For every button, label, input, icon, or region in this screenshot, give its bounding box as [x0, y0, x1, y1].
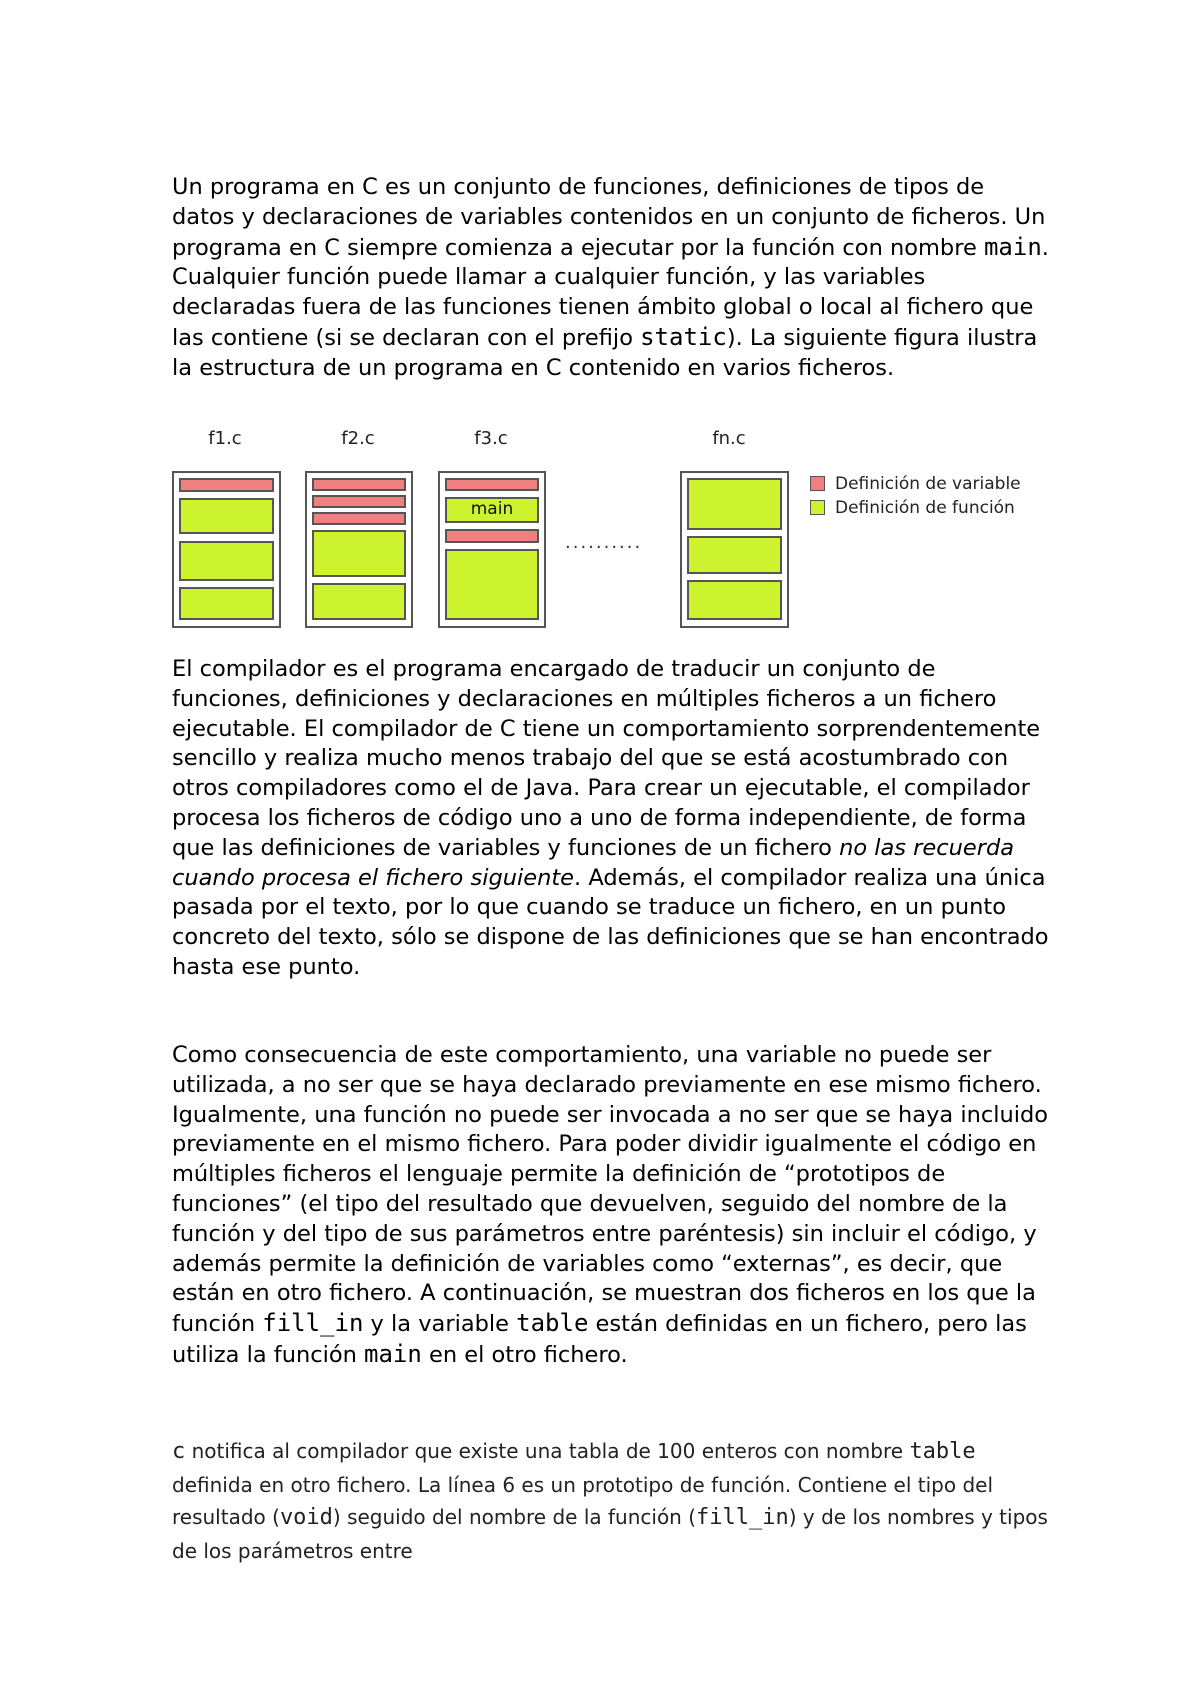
code-table: table [909, 1439, 976, 1464]
function-definition-block [179, 498, 274, 534]
file-box-f1 [172, 471, 281, 628]
variable-definition-block [179, 478, 274, 492]
text-run: definida en otro fichero. La línea 6 es un prototipo de función. Contiene el tipo del resultado ( [172, 1472, 994, 1529]
main-function-block: main [445, 497, 539, 523]
file-box-f3 [438, 471, 546, 628]
variable-definition-block [312, 495, 406, 508]
function-definition-block [687, 536, 782, 574]
code-fragment: c [172, 1439, 186, 1464]
code-table: table [516, 1309, 589, 1338]
code-main: main [983, 232, 1042, 261]
file-label-f1: f1.c [208, 428, 242, 449]
code-main: main [364, 1339, 422, 1368]
legend-swatch-variable [810, 476, 825, 491]
text-run: en el otro fichero. [421, 1341, 628, 1368]
file-box-fn [680, 471, 789, 628]
paragraph-consequence [172, 1041, 1052, 1371]
function-definition-block [687, 580, 782, 620]
legend-function [810, 498, 1015, 518]
text-run: ). La siguiente figura ilustra la estructura de un programa en C contenido en varios ficheros. [172, 324, 1038, 381]
text-run: Como consecuencia de este comportamiento, una variable no puede ser utilizada, a no ser que se haya declarado previamente en ese mismo fichero. Igualmente, una función no puede ser invocada a no ser que se haya incluido previamente en el mismo fichero. Para poder dividir igualmente el código en múltiples ficheros el lenguaje permite la definición de “prototipos de funciones” (el tipo del resultado que devuelven, seguido del nombre de la función y del tipo de sus parámetros entre paréntesis) sin incluir el código, y además permite la definición de variables como “externas”, es decir, que están en otro fichero. A continuación, se muestran dos ficheros en los que la función [172, 1042, 1049, 1338]
emphasis-text: no las recuerda cuando procesa el fichero siguiente [172, 834, 1015, 891]
text-run: están definidas en un fichero, pero las utiliza la función [172, 1311, 1027, 1368]
text-run: y la variable [363, 1311, 517, 1338]
file-box-f2 [305, 471, 413, 628]
code-fill-in: fill_in [262, 1309, 364, 1338]
function-definition-block [312, 583, 406, 620]
variable-definition-block [445, 478, 539, 491]
code-fill-in: fill_in [696, 1505, 789, 1530]
variable-definition-block [445, 529, 539, 543]
text-run: ) seguido del nombre de la función ( [332, 1505, 697, 1529]
text-run: El compilador es el programa encargado de traducir un conjunto de funciones, definiciones y declaraciones en múltiples ficheros a un fichero ejecutable. El compilador de C tiene un comportamiento sorprendentemente sencillo y realiza mucho menos trabajo del que se está acostumbrado con otros compiladores como el de Java. Para crear un ejecutable, el compilador procesa los ficheros de código uno a uno de forma independiente, de forma que las definiciones de variables y funciones de un fichero [172, 656, 1041, 861]
program-structure-figure [170, 428, 1050, 632]
text-run: . Además, el compilador realiza una única pasada por el texto, por lo que cuando se traduce un fichero, en un punto concreto del texto, sólo se dispone de las definiciones que se han encontrado hasta ese punto. [172, 864, 1049, 980]
legend-label-variable: Definición de variable [835, 474, 1021, 494]
text-run: Un programa en C es un conjunto de funciones, definiciones de tipos de datos y declaraciones de variables contenidos en un conjunto de ficheros. Un programa en C siempre comienza a ejecutar por la función con nombre [172, 174, 1046, 261]
paragraph-compiler [172, 655, 1052, 983]
code-static: static [640, 322, 727, 351]
variable-definition-block [312, 512, 406, 525]
legend-variable [810, 474, 1021, 494]
code-void: void [279, 1505, 333, 1530]
variable-definition-block [312, 478, 406, 491]
function-definition-block [687, 478, 782, 530]
text-run: notifica al compilador que existe una tabla de 100 enteros con nombre [185, 1439, 910, 1463]
text-run: . Cualquier función puede llamar a cualquier función, y las variables declaradas fuera de las funciones tienen ámbito global o local al fichero que las contiene (si se declaran con el prefijo [172, 234, 1049, 351]
function-definition-block [179, 541, 274, 581]
paragraph-extern-note [172, 1435, 1052, 1567]
file-label-f3: f3.c [474, 428, 508, 449]
paragraph-intro [172, 173, 1052, 384]
file-label-fn: fn.c [712, 428, 746, 449]
legend-label-function: Definición de función [835, 498, 1015, 518]
function-definition-block [445, 549, 539, 620]
ellipsis: .......... [565, 532, 643, 553]
legend-swatch-function [810, 500, 825, 515]
function-definition-block [179, 587, 274, 620]
function-definition-block [312, 530, 406, 577]
file-label-f2: f2.c [341, 428, 375, 449]
text-run: ) y de los nombres y tipos de los parámetros entre [172, 1505, 1048, 1563]
